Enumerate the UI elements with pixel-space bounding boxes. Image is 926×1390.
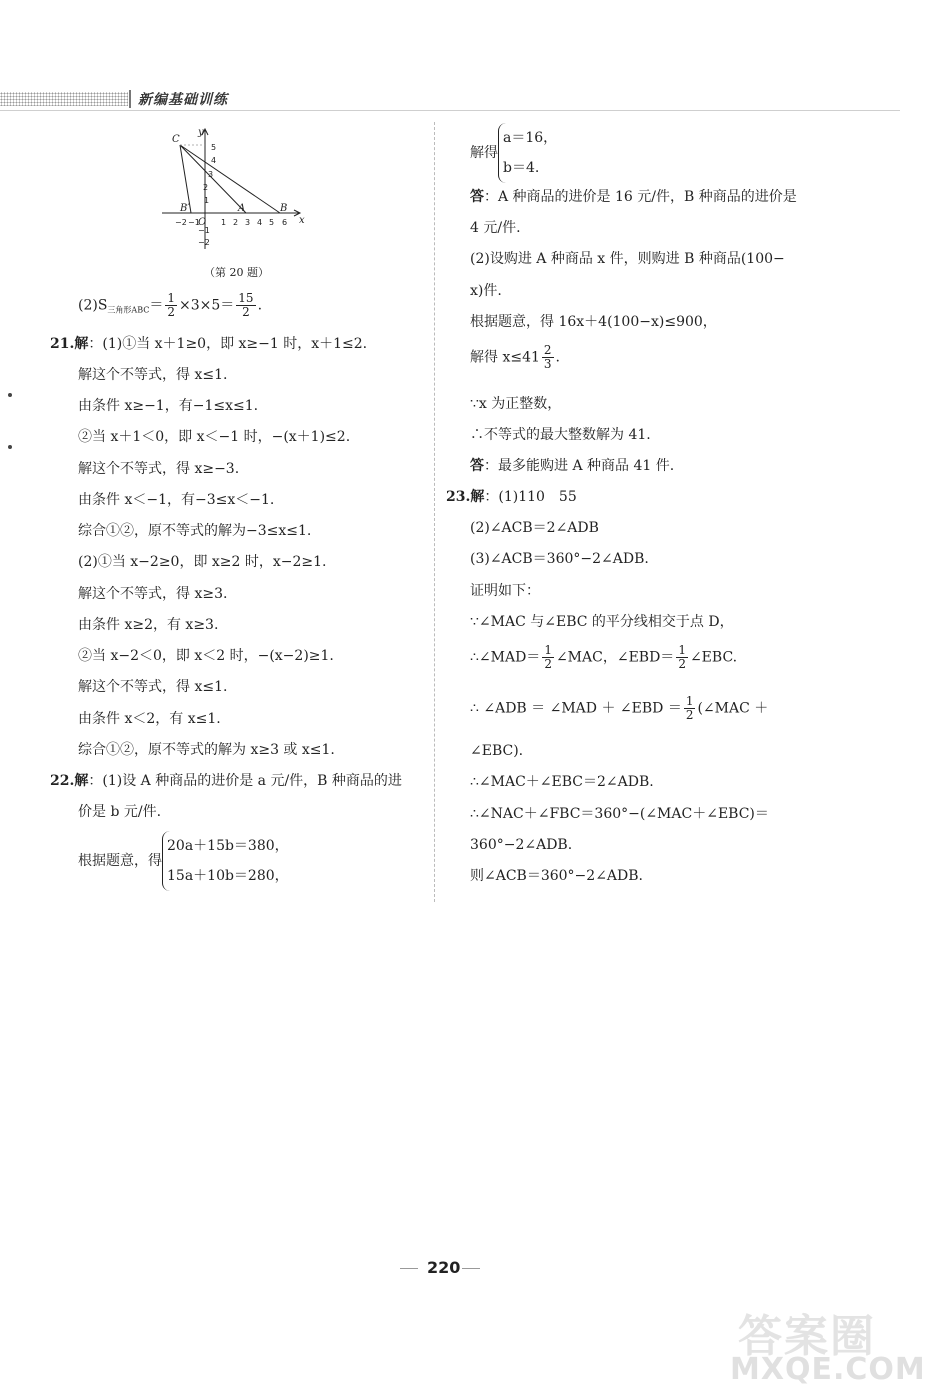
solution-line: 解这个不等式，得 x≤1. (78, 367, 228, 383)
solution-line: 价是 b 元/件. (78, 804, 162, 820)
coordinate-figure (160, 125, 310, 255)
header-dot-pattern (0, 92, 128, 106)
solution-line: (2)①当 x−2≥0，即 x≥2 时，x−2≥1. (78, 554, 327, 570)
y-tick: 1 (204, 196, 210, 205)
label-o: O (198, 217, 207, 228)
page-number-rule-left (400, 1268, 418, 1269)
label-x: x (299, 215, 305, 226)
fraction: $\frac{2}{3}$ (543, 343, 552, 371)
answer-line: 答：A 种商品的进价是 16 元/件，B 种商品的进价是 (470, 189, 797, 205)
solution-line-fraction: ∴ ∠ADB ＝ ∠MAD ＋ ∠EBD ＝ $\frac{1}{2}$ (∠MAC ＋ (470, 694, 769, 722)
equation-system-line: 解得 a＝16， b＝4. (470, 123, 557, 183)
y-tick: 2 (203, 183, 209, 192)
x-tick: 5 (269, 218, 275, 227)
solution-line: x)件. (470, 283, 502, 299)
x-tick: 1 (221, 218, 227, 227)
segment-cb (180, 145, 280, 213)
x-tick: −1 (188, 218, 200, 227)
label-a: A (238, 203, 246, 214)
watermark-logo: 答案圈 MXQE.COM (730, 1311, 926, 1387)
y-tick: −1 (198, 226, 210, 235)
fraction: $\frac{1}{2}$ (685, 694, 694, 722)
y-tick: 3 (208, 170, 214, 179)
label-b: B (280, 203, 288, 214)
answer-line: 答：最多能购进 A 种商品 41 件. (470, 458, 675, 474)
x-tick: 3 (245, 218, 251, 227)
problem-22-heading: 22.解：(1)设 A 种商品的进价是 a 元/件，B 种商品的进 (50, 773, 402, 789)
solution-line: 则∠ACB＝360°−2∠ADB. (470, 868, 644, 884)
solution-line: ∴∠NAC＋∠FBC＝360°−(∠MAC＋∠EBC)＝ (470, 806, 769, 822)
solution-line-fraction: ∴∠MAD＝ $\frac{1}{2}$ ∠MAC，∠EBD＝ $\frac{1}{2}$ ∠EBC. (470, 643, 738, 671)
solution-line: 解这个不等式，得 x≤1. (78, 679, 228, 695)
fraction: $\frac{1}{2}$ (544, 643, 552, 671)
header-rule (0, 110, 900, 111)
figure-caption: （第 20 题） (204, 266, 269, 279)
problem-21-heading: 21.解：(1)①当 x＋1≥0，即 x≥−1 时，x＋1≤2. (50, 336, 368, 352)
equation-system: 20a＋15b＝380， 15a＋10b＝280， (162, 831, 289, 891)
solution-line: 由条件 x≥−1，有−1≤x≤1. (78, 398, 259, 414)
solution-line: ∠EBC). (470, 743, 524, 759)
solution-line: 解这个不等式，得 x≥−3. (78, 461, 240, 477)
equation-system-line: 根据题意，得 20a＋15b＝380， 15a＋10b＝280， (78, 831, 289, 891)
fraction: $\frac{1}{2}$ (167, 291, 175, 319)
area-formula-line: $(2)S_{三角形ABC}=$ $\frac{1}{2}$ ×3×5＝ $\frac{15}{2}$ . (78, 291, 263, 319)
header-divider-bar (129, 90, 131, 108)
label-b-prime: B′ (180, 203, 190, 214)
solution-line: 由条件 x＜−1，有−3≤x＜−1. (78, 492, 275, 508)
margin-mark (8, 393, 12, 397)
fraction: $\frac{15}{2}$ (238, 291, 254, 319)
solution-line: (2)设购进 A 种商品 x 件，则购进 B 种商品(100− (470, 251, 785, 267)
header-title: 新编基础训练 (138, 92, 228, 108)
equation-system: a＝16， b＝4. (498, 123, 557, 183)
solution-line: ∵∠MAC 与∠EBC 的平分线相交于点 D， (470, 614, 734, 630)
fraction: $\frac{1}{2}$ (678, 643, 686, 671)
x-tick: 4 (257, 218, 263, 227)
x-tick: 2 (233, 218, 239, 227)
page-number: 220 (427, 1258, 461, 1277)
column-divider (434, 122, 435, 902)
page-number-rule-right (462, 1268, 480, 1269)
y-tick: 4 (211, 156, 217, 165)
solution-line-fraction: 解得 x≤41 $\frac{2}{3}$ . (470, 343, 560, 371)
solution-line: ②当 x−2＜0，即 x＜2 时，−(x−2)≥1. (78, 648, 334, 664)
solution-line: ∴不等式的最大整数解为 41. (470, 427, 651, 443)
solution-line: 解这个不等式，得 x≥3. (78, 586, 228, 602)
y-tick: 5 (211, 143, 217, 152)
solution-line: 360°−2∠ADB. (470, 837, 573, 853)
solution-line: 4 元/件. (470, 220, 521, 236)
y-tick: −2 (198, 238, 210, 247)
x-tick: −2 (175, 218, 187, 227)
solution-line: (2)∠ACB＝2∠ADB (470, 520, 599, 536)
label-c: C (172, 134, 180, 145)
solution-line: 由条件 x＜2，有 x≤1. (78, 711, 221, 727)
margin-mark (8, 445, 12, 449)
solution-line: 根据题意，得 16x＋4(100−x)≤900， (470, 314, 717, 330)
problem-23-heading: 23.解：(1)110 55 (446, 489, 577, 505)
solution-line: ∴∠MAC＋∠EBC＝2∠ADB. (470, 774, 654, 790)
solution-line: ②当 x＋1＜0，即 x＜−1 时，−(x＋1)≤2. (78, 429, 351, 445)
x-tick: 6 (282, 218, 288, 227)
solution-line: (3)∠ACB＝360°−2∠ADB. (470, 551, 649, 567)
solution-line: 证明如下： (470, 583, 540, 599)
label-y: y (198, 127, 204, 138)
solution-line: 由条件 x≥2，有 x≥3. (78, 617, 219, 633)
solution-line: 综合①②，原不等式的解为 x≥3 或 x≤1. (78, 742, 335, 758)
solution-line: 综合①②，原不等式的解为−3≤x≤1. (78, 523, 312, 539)
solution-line: ∵x 为正整数， (470, 396, 562, 412)
page-header (0, 88, 900, 112)
